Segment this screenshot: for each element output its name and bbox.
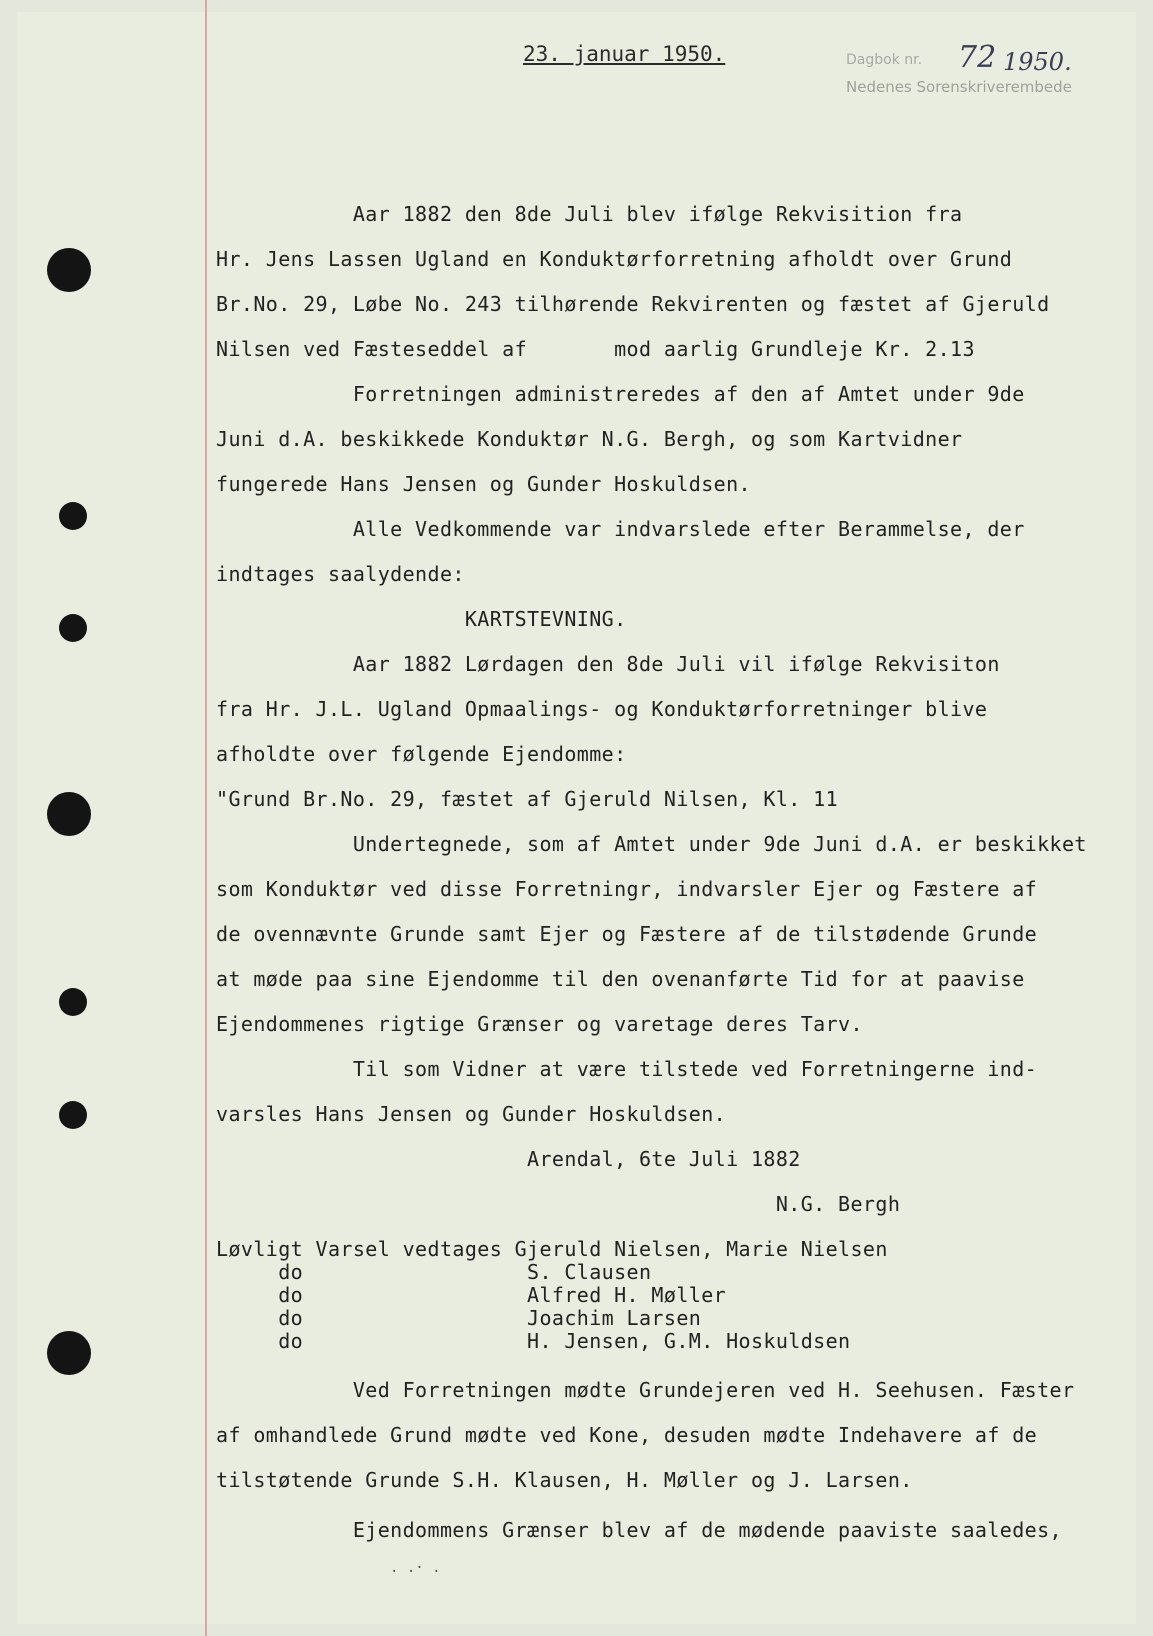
- section-heading: KARTSTEVNING.: [216, 607, 627, 631]
- text-line: varsles Hans Jensen og Gunder Hoskuldsen.: [216, 1102, 727, 1126]
- binder-hole: [47, 1331, 91, 1375]
- text-line: fra Hr. J.L. Ugland Opmaalings- og Konduktørforretninger blive: [216, 697, 988, 721]
- text-line: Ejendommenes rigtige Grænser og varetage deres Tarv.: [216, 1012, 863, 1036]
- text-line: af omhandlede Grund mødte ved Kone, desuden mødte Indehavere af de: [216, 1423, 1038, 1447]
- text-line: do H. Jensen, G.M. Hoskuldsen: [216, 1329, 851, 1353]
- text-line: Undertegnede, som af Amtet under 9de Juni d.A. er beskikket: [216, 832, 1087, 856]
- text-line: Hr. Jens Lassen Ugland en Konduktørforretning afholdt over Grund: [216, 247, 1013, 271]
- text-line: Aar 1882 den 8de Juli blev ifølge Rekvisition fra: [216, 202, 963, 226]
- text-line: Juni d.A. beskikkede Konduktør N.G. Bergh, og som Kartvidner: [216, 427, 963, 451]
- binder-hole: [47, 792, 91, 836]
- text-line: Ejendommens Grænser blev af de mødende paaviste saaledes,: [216, 1518, 1062, 1542]
- register-stamp: Dagbok nr.: [846, 52, 923, 68]
- text-line: Br.No. 29, Løbe No. 243 tilhørende Rekvirenten og fæstet af Gjeruld: [216, 292, 1050, 316]
- text-line: afholdte over følgende Ejendomme:: [216, 742, 627, 766]
- binder-hole: [59, 502, 87, 530]
- page-smudge: . .· .: [390, 1560, 441, 1576]
- text-line: Nilsen ved Fæsteseddel af mod aarlig Grundleje Kr. 2.13: [216, 337, 975, 361]
- text-line: de ovennævnte Grunde samt Ejer og Fæstere af de tilstødende Grunde: [216, 922, 1038, 946]
- text-line: Forretningen administreredes af den af Amtet under 9de: [216, 382, 1025, 406]
- text-line: Ved Forretningen mødte Grundejeren ved H. Seehusen. Fæster: [216, 1378, 1075, 1402]
- binder-hole: [59, 1101, 87, 1129]
- signature-line: N.G. Bergh: [216, 1192, 901, 1216]
- binder-hole: [59, 614, 87, 642]
- document-date: 23. januar 1950.: [523, 42, 726, 66]
- text-line: Løvligt Varsel vedtages Gjeruld Nielsen, Marie Nielsen: [216, 1237, 888, 1261]
- text-line: tilstøtende Grunde S.H. Klausen, H. Møller og J. Larsen.: [216, 1468, 913, 1492]
- text-line: indtages saalydende:: [216, 562, 465, 586]
- text-line: som Konduktør ved disse Forretningr, indvarsler Ejer og Fæstere af: [216, 877, 1038, 901]
- text-line: at møde paa sine Ejendomme til den ovenanførte Tid for at paavise: [216, 967, 1025, 991]
- text-line: Til som Vidner at være tilstede ved Forretningerne ind-: [216, 1057, 1038, 1081]
- text-line: do Joachim Larsen: [216, 1306, 702, 1330]
- binder-hole: [47, 248, 91, 292]
- margin-rule: [205, 0, 207, 1636]
- office-stamp: Nedenes Sorenskriverembede: [846, 78, 1072, 96]
- text-line: Alle Vedkommende var indvarslede efter Berammelse, der: [216, 517, 1025, 541]
- place-date-line: Arendal, 6te Juli 1882: [216, 1147, 801, 1171]
- text-line: fungerede Hans Jensen og Gunder Hoskuldsen.: [216, 472, 751, 496]
- register-year: 1950.: [1003, 48, 1072, 76]
- register-number: 72: [958, 40, 997, 75]
- text-line: do S. Clausen: [216, 1260, 652, 1284]
- binder-hole: [59, 988, 87, 1016]
- text-line: "Grund Br.No. 29, fæstet af Gjeruld Nilsen, Kl. 11: [216, 787, 839, 811]
- text-line: Aar 1882 Lørdagen den 8de Juli vil ifølge Rekvisiton: [216, 652, 1000, 676]
- text-line: do Alfred H. Møller: [216, 1283, 727, 1307]
